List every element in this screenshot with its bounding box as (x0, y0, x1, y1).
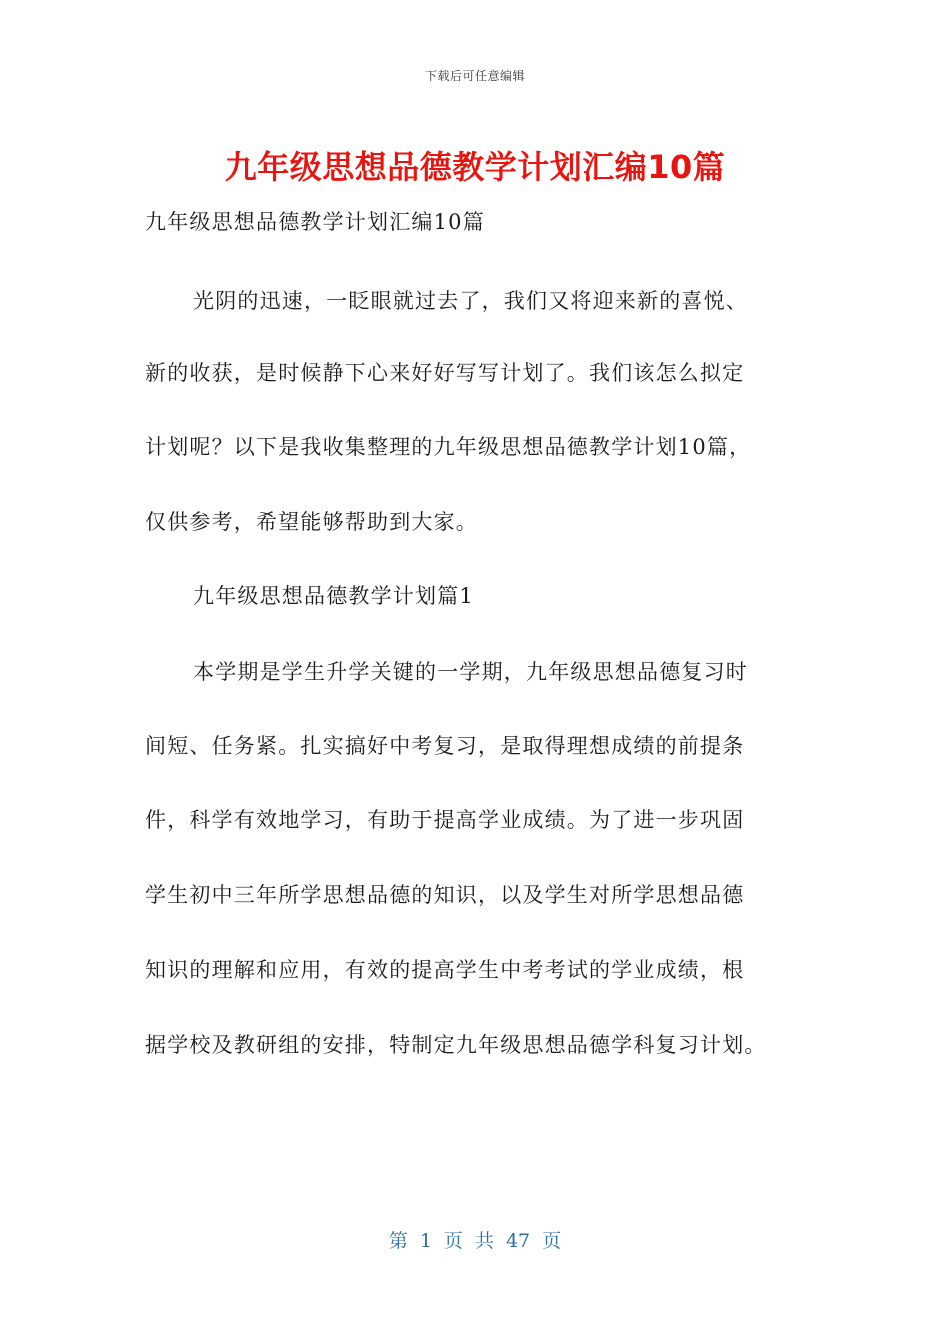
document-title: 九年级思想品德教学计划汇编10篇 (224, 148, 726, 186)
total-pages-number: 47 (505, 1230, 531, 1252)
paragraph-line: 仅供参考，希望能够帮助到大家。 (145, 510, 478, 534)
paragraph-line: 据学校及教研组的安排，特制定九年级思想品德学科复习计划。 (145, 1033, 767, 1057)
footer-prefix: 第 (388, 1230, 408, 1252)
paragraph-line: 学生初中三年所学思想品德的知识，以及学生对所学思想品德 (145, 883, 745, 907)
footer-mid: 页 共 (443, 1230, 494, 1252)
paragraph-line: 光阴的迅速，一眨眼就过去了，我们又将迎来新的喜悦、 (193, 289, 748, 313)
paragraph-line: 本学期是学生升学关键的一学期，九年级思想品德复习时 (193, 660, 748, 684)
page-footer (0, 1226, 950, 1253)
paragraph-line: 新的收获，是时候静下心来好好写写计划了。我们该怎么拟定 (145, 361, 745, 385)
footer-suffix: 页 (542, 1230, 562, 1252)
paragraph-line: 计划呢？以下是我收集整理的九年级思想品德教学计划10篇， (145, 435, 752, 459)
paragraph-line: 件，科学有效地学习，有助于提高学业成绩。为了进一步巩固 (145, 808, 745, 832)
paragraph-line: 间短、任务紧。扎实搞好中考复习，是取得理想成绩的前提条 (145, 734, 745, 758)
current-page-number: 1 (419, 1230, 432, 1252)
document-subtitle: 九年级思想品德教学计划汇编10篇 (145, 210, 485, 234)
header-note: 下载后可任意编辑 (424, 69, 525, 83)
section-heading: 九年级思想品德教学计划篇1 (193, 584, 474, 608)
paragraph-line: 知识的理解和应用，有效的提高学生中考考试的学业成绩，根 (145, 958, 745, 982)
